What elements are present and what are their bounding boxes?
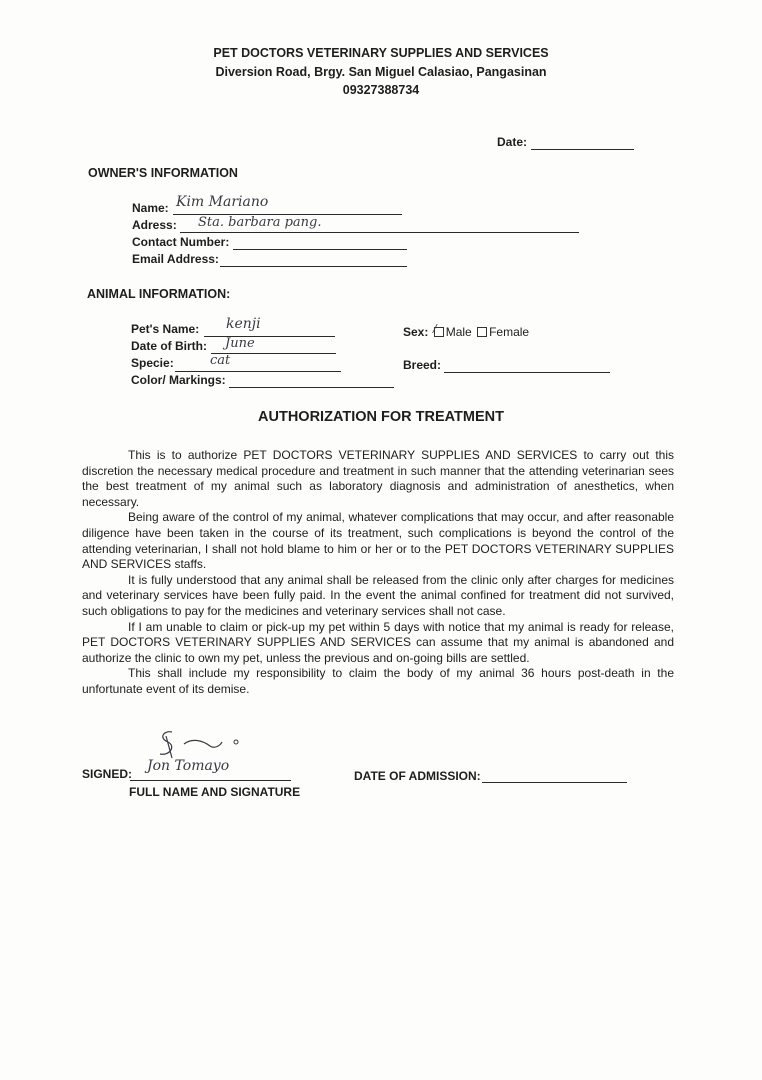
- date-of-admission-label: DATE OF ADMISSION:: [354, 769, 481, 783]
- owner-name-value: Kim Mariano: [176, 194, 269, 210]
- animal-section-title: ANIMAL INFORMATION:: [87, 287, 231, 301]
- pet-name-value: kenji: [226, 316, 261, 332]
- owner-address-line[interactable]: [180, 232, 579, 233]
- dob-label: Date of Birth:: [131, 339, 207, 353]
- breed-line[interactable]: [444, 372, 610, 373]
- sex-field: [403, 325, 529, 339]
- male-option-label: Male: [445, 325, 472, 339]
- business-phone: 09327388734: [342, 83, 420, 97]
- signature-line[interactable]: [130, 780, 291, 781]
- authorization-paragraph: This is to authorize PET DOCTORS VETERINARY SUPPLIES AND SERVICES to carry out this discretion the necessary medical procedure and treatment in such manner that the attending veterinarian sees the best treatment of my animal such as laboratory diagnosis and administration of anesthetics, when necessary.: [82, 448, 674, 509]
- dob-value: June: [225, 336, 255, 351]
- owner-email-line[interactable]: [220, 266, 407, 267]
- female-option-label: Female: [489, 325, 530, 339]
- male-check-mark: ∕: [433, 322, 437, 335]
- color-markings-label: Color/ Markings:: [131, 373, 226, 387]
- owner-contact-label: Contact Number:: [132, 235, 230, 249]
- signed-label: SIGNED:: [82, 767, 133, 781]
- owner-address-label: Adress:: [132, 218, 177, 232]
- sex-label: Sex:: [403, 325, 429, 339]
- authorization-paragraph: This shall include my responsibility to claim the body of my animal 36 hours post-death in the unfortunate event of its demise.: [82, 666, 674, 696]
- date-label: Date:: [497, 135, 528, 149]
- specie-value: cat: [210, 353, 231, 368]
- pet-name-line[interactable]: [204, 336, 335, 337]
- pet-name-label: Pet's Name:: [131, 322, 200, 336]
- owner-contact-line[interactable]: [233, 249, 407, 250]
- business-name: PET DOCTORS VETERINARY SUPPLIES AND SERVICES: [213, 46, 549, 60]
- business-address: Diversion Road, Brgy. San Miguel Calasiao, Pangasinan: [215, 65, 547, 79]
- breed-label: Breed:: [403, 358, 442, 372]
- female-checkbox[interactable]: [477, 327, 487, 337]
- full-name-signature-label: FULL NAME AND SIGNATURE: [129, 785, 301, 799]
- specie-line[interactable]: [175, 371, 341, 372]
- owner-name-label: Name:: [132, 201, 169, 215]
- owner-address-value: Sta. barbara pang.: [198, 215, 322, 230]
- authorization-paragraph: If I am unable to claim or pick-up my pet within 5 days with notice that my animal is ready for release, PET DOCTORS VETERINARY SUPPLIES AND SERVICES can assume that my animal is abandoned and authorize the clinic to own my pet, unless the previous and on-going bills are settled.: [82, 619, 674, 665]
- date-field-line[interactable]: [531, 149, 634, 150]
- date-of-admission-line[interactable]: [482, 782, 627, 783]
- color-markings-line[interactable]: [229, 387, 394, 388]
- owner-section-title: OWNER'S INFORMATION: [88, 166, 238, 180]
- authorization-body: [82, 448, 674, 698]
- authorization-paragraph: It is fully understood that any animal shall be released from the clinic only after charges for medicines and veterinary services have been fully paid. In the event the animal confined for treatment did not survived, such obligations to pay for the medicines and veterinary services shall not case.: [82, 572, 674, 618]
- authorization-paragraph: Being aware of the control of my animal, whatever complications that may occur, and after reasonable diligence have been taken in the course of its treatment, such complications is beyond the control of the attending veterinarian, I shall not hold blame to him or her or to the PET DOCTORS VETERINARY SUPPLIES AND SERVICES staffs.: [82, 510, 674, 572]
- specie-label: Specie:: [131, 356, 174, 370]
- owner-email-label: Email Address:: [132, 252, 219, 266]
- authorization-title: AUTHORIZATION FOR TREATMENT: [258, 409, 504, 425]
- signed-value: Jon Tomayo: [147, 758, 230, 774]
